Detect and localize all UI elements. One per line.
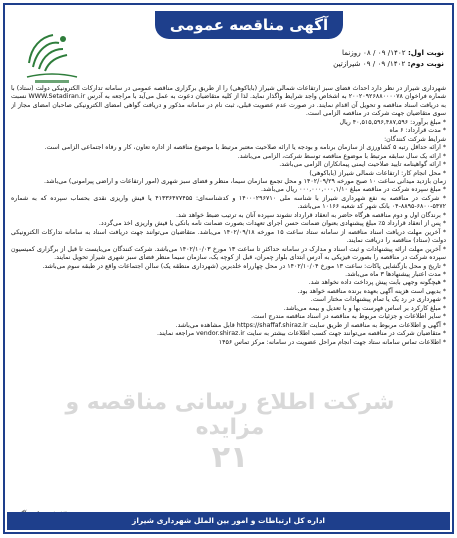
- shiraz-municipality-logo-icon: [19, 27, 85, 87]
- body-paragraph: * آخرین مهلت ارائه پیشنهادات و ثبت اسناد و مدارک در سامانه حداکثر تا ساعت ۱۳ مورخ ۱۴۰۲/۱۰/۰۳ می‌باشد. شرکت کنندگان می‌بایست تا قبل از برگزاری کمیسیون سپرده شرکت در مناقصه را بصورت فیزیکی به آدرس ابتدای بلوار چمران، قبل از کوچه یک، سازمان سیما منظر فضای سبز شهری شیراز تحویل نمایند.: [11, 245, 446, 262]
- body-paragraph: * ارائه گواهینامه تایید صلاحیت ایمنی پیمانکاران الزامی می‌باشد.: [279, 161, 446, 169]
- body-paragraph: * شهرداری در رد یک یا تمام پیشنهادات مختار است.: [310, 296, 446, 304]
- body-paragraph: * سایر اطلاعات و جزئیات مربوط به مناقصه در اسناد مناقصه مندرج است.: [251, 313, 446, 321]
- body-paragraph: * ارائه یک سال سابقه مرتبط با موضوع مناقصه توسط شرکت، الزامی می‌باشد.: [237, 152, 446, 160]
- body-paragraph: شهرداری شیراز در نظر دارد احداث فضای سبز ارتفاعات شمالی شیراز (باباکوهی) را از طریق برگزاری مناقصه عمومی در سامانه تدارکات الکترونیکی دولت (ستاد) با شماره فراخوان ۲۰۰۲۰۹۲۶۸۸۰۰۰۰۷۸ به اشخاص واجد شرایط واگذار نماید. لذا از کلیه متقاضیان دعوت به عمل می‌آید با مراجعه به آدرس WWW.Setadiran.ir نسبت به دریافت اسناد مناقصه و تحویل آن اقدام نمایند. در صورت عدم عضویت قبلی، ثبت نام در سامانه مذکور و دریافت گواهی امضای الکترونیکی صاحبان امضای مجاز از سوی متقاضیان جهت شرکت در مناقصه الزامی است.: [11, 85, 446, 118]
- body-paragraph: * مدت قرارداد: ۶ ماه: [389, 127, 446, 135]
- publication-dates: [214, 47, 444, 69]
- body-paragraph: * مدت اعتبار پیشنهادها ۳ ماه می‌باشد.: [345, 270, 446, 278]
- body-paragraph: شرایط شرکت کنندگان:: [384, 135, 446, 143]
- tender-advertisement: [3, 3, 454, 534]
- body-paragraph: * برندگان اول و دوم مناقصه هرگاه حاضر به انعقاد قرارداد نشوند سپرده آنان به ترتیب ضبط خواهد شد.: [175, 211, 446, 219]
- body-paragraph: * مبلغ کارکرد بر اساس فهرست بها و با تعدیل و بیمه می‌باشد.: [283, 304, 446, 312]
- body-paragraph: * پس از انعقاد قرارداد ۵٪ مبلغ پیشنهادی بعنوان ضمانت حسن اجرای تعهدات بصورت ضمانت نامه بانکی یا فیش واریزی اخذ می‌گردد.: [98, 220, 446, 228]
- tender-body-text: [11, 85, 446, 509]
- second-publication-label: نوبت دوم:: [407, 59, 444, 68]
- body-paragraph: * آگهی و اطلاعات مربوط به مناقصه از طریق سایت https://shaffaf.shiraz.ir قابل مشاهده می‌باشد.: [175, 321, 446, 329]
- first-publication-value: ۱۴۰۲/ ۰۹ / ۰۸ روزنما: [341, 48, 406, 57]
- body-paragraph: * مبلغ سپرده شرکت در مناقصه مبلغ ۰۰۰,۰۰۰,۰۰۰,۱/۱۰ ریال می‌باشد.: [260, 186, 446, 194]
- body-paragraph: * اطلاعات تماس سامانه ستاد جهت انجام مراحل عضویت در سامانه: مرکز تماس ۱۴۵۶: [218, 338, 446, 346]
- body-paragraph: * محل انجام کار: ارتفاعات شمالی شیراز (باباکوهی): [309, 169, 446, 177]
- footer-bar: اداره کل ارتباطات و امور بین الملل شهرداری شیراز: [7, 512, 450, 530]
- body-paragraph: * ارائه حداقل رتبه ۵ کشاورزی از سازمان برنامه و بودجه یا ارائه صلاحیت معتبر مرتبط با موضوع مناقصه از اداره تعاون، کار و رفاه اجتماعی الزامی است.: [44, 144, 446, 152]
- page-title: آگهی مناقصه عمومی ۱۴۰۲-۰۲۰-۱۴۰۲: [155, 11, 343, 39]
- body-paragraph: * مبلغ برآورد: ۴۰,۵۱۵,۵۹۶,۴۸۷,۵۹۶ ریال: [339, 118, 446, 126]
- body-paragraph: * هیچگونه وجهی بابت پیش پرداخت داده نخواهد شد.: [308, 279, 446, 287]
- watermark-line-2: ۲۱: [211, 440, 249, 475]
- watermark-line-1: شرکت اطلاع رسانی مناقصه و مزایده: [65, 390, 395, 440]
- body-paragraph: * متقاضیان شرکت در مناقصه می‌توانند جهت کسب اطلاعات بیشتر به سایت vendor.shiraz.ir مراجعه نمایند.: [156, 330, 446, 338]
- second-publication: [214, 58, 444, 69]
- second-publication-value: ۱۴۰۲/ ۰۹ / ۰۹ شیرازتین: [333, 59, 406, 68]
- body-paragraph: * بدیهی است هزینه آگهی بعهده برنده مناقصه خواهد بود.: [297, 287, 446, 295]
- first-publication-label: نوبت اول:: [407, 48, 444, 57]
- body-paragraph: * شرکت در مناقصه به نفع شهرداری شیراز با شناسه ملی ۱۴۰۰۰۲۹۶۷۱۰ و کدشناسه‌ای: ۴۱۳۳۶۴۷۷۴۵۵ یا فیش واریزی نقدی بحساب سپرده که به شماره ۵۴۷۲-۶۸۰۰-۸۸۹۵-۰۴ بانک شهر کد شعبه ۱۰۱۶۶ می‌باشد.: [11, 194, 446, 211]
- body-paragraph: زمان بازدید میدانی ساعت ۱۰ صبح مورخه ۱۴۰۲/۰۹/۲۹ و محل تجمع سازمان سیما، منظر و فضای سبز شهری (امور ارتفاعات و اراضی پیرامونی) می‌باشد.: [44, 177, 446, 185]
- body-paragraph: * تاریخ و محل بازگشایی پاکات: ساعت ۱۳ مورخ ۱۴۰۲/۱۰/۰۴ در محل چهارراه خلدبرین (شهرداری منطقه یک) سالن اجتماعات واقع در طبقه سوم می‌باشد.: [42, 262, 446, 270]
- first-publication: [214, 47, 444, 58]
- body-paragraph: * آخرین مهلت دریافت اسناد مناقصه از سامانه ستاد ساعت ۱۵ مورخه ۱۴۰۲/۰۹/۱۸ می‌باشد. متقاضیان می‌توانند جهت دریافت اسناد به سامانه تدارکات الکترونیکی دولت (ستاد) مناقصه را دریافت نمایند.: [11, 228, 446, 245]
